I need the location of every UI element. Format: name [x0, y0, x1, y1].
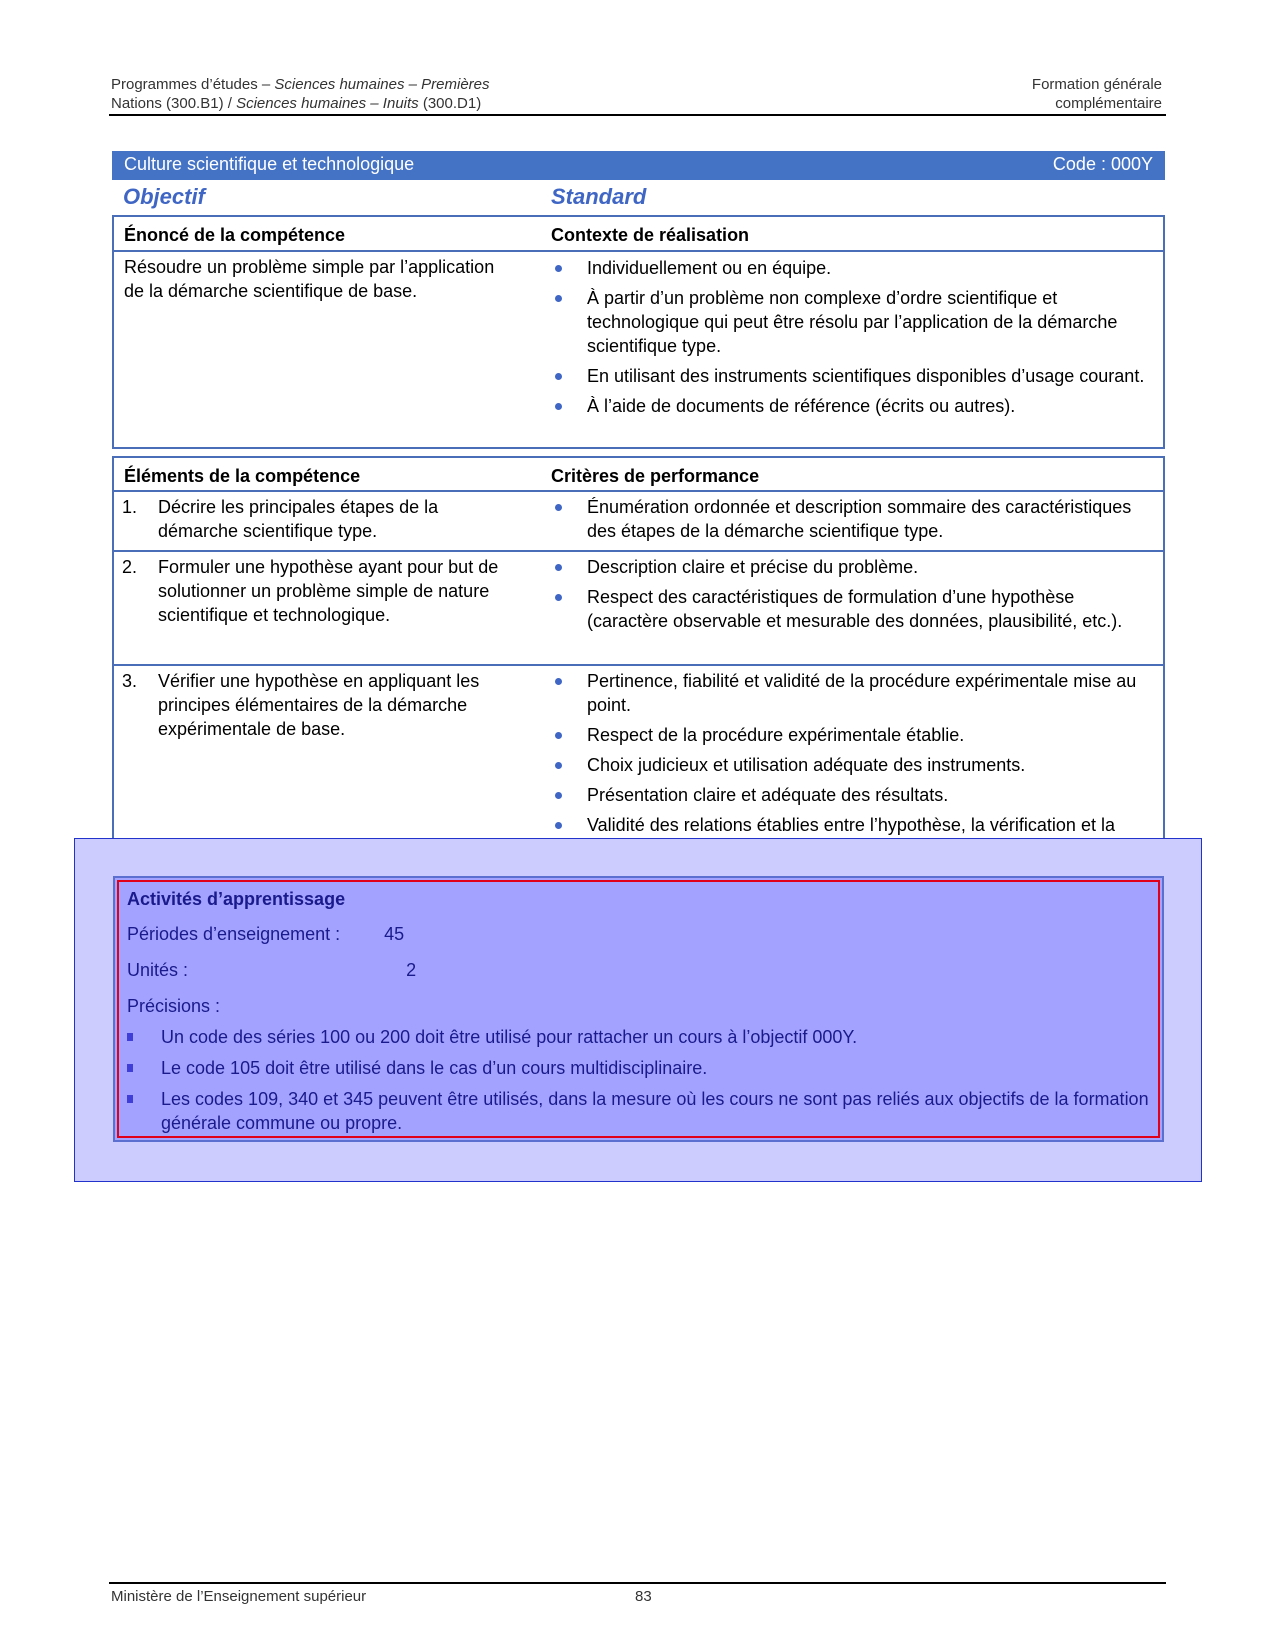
page-number: 83	[635, 1588, 652, 1605]
element-number: 1.	[122, 497, 138, 517]
criteria-item: Pertinence, fiabilité et validité de la procédure expérimentale mise au point.	[551, 669, 1151, 717]
unites-value: 2	[406, 960, 417, 980]
element-text: Formuler une hypothèse ayant pour but de solutionner un problème simple de nature scientifique et technologique.	[158, 557, 499, 625]
activities-title: Activités d’apprentissage	[127, 889, 346, 909]
precision-item: Un code des séries 100 ou 200 doit être utilisé pour rattacher un cours à l’objectif 000Y.	[125, 1025, 1150, 1049]
criteria-item: Validité des relations établies entre l’hypothèse, la vérification et la	[551, 813, 1151, 861]
element-row-2	[122, 555, 522, 627]
criteria-item: Description claire et précise du problème.	[551, 555, 1151, 579]
elements-header-left: Éléments de la compétence	[124, 466, 361, 486]
periodes-value: 45	[384, 924, 405, 944]
header-program-line1: Programmes d’études – Sciences humaines – Premières	[111, 76, 490, 93]
banner-code: Code : 000Y	[1052, 154, 1153, 174]
competence-table	[112, 215, 1165, 449]
contexte-item: À partir d’un problème non complexe d’ordre scientifique et technologique qui peut être résolu par l’application de la démarche scientifique type.	[551, 286, 1151, 358]
header-rule	[109, 114, 1166, 116]
criteria-list-2	[551, 555, 1151, 639]
precisions-label: Précisions :	[127, 996, 221, 1016]
elements-table	[112, 456, 1165, 867]
criteria-item: Respect de la procédure expérimentale établie.	[551, 723, 1151, 747]
element-text: Vérifier une hypothèse en appliquant les principes élémentaires de la démarche expérimentale de base.	[158, 671, 480, 739]
competence-header-right: Contexte de réalisation	[551, 225, 750, 245]
criteria-item: Respect des caractéristiques de formulation d’une hypothèse (caractère observable et mesurable des données, plausibilité, etc.).	[551, 585, 1151, 633]
contexte-item: En utilisant des instruments scientifiques disponibles d’usage courant.	[551, 364, 1151, 388]
subhead-standard: Standard	[551, 184, 647, 209]
activities-selection-frame	[117, 880, 1160, 1138]
precision-item: Les codes 109, 340 et 345 peuvent être utilisés, dans la mesure où les cours ne sont pas reliés aux objectifs de la formation générale commune ou propre.	[125, 1087, 1150, 1135]
table-divider	[114, 250, 1163, 252]
precisions-list	[125, 1025, 1150, 1142]
header-formation-line1: Formation générale	[1031, 76, 1162, 93]
criteria-list-1	[551, 495, 1151, 549]
contexte-item: Individuellement ou en équipe.	[551, 256, 1151, 280]
unites-label: Unités :	[127, 960, 189, 980]
table-divider	[114, 550, 1163, 552]
footer-rule	[109, 1582, 1166, 1584]
objective-banner	[112, 151, 1165, 180]
competence-header-left: Énoncé de la compétence	[124, 225, 346, 245]
header-formation-line2: complémentaire	[1055, 95, 1162, 112]
element-row-3	[122, 669, 522, 741]
header-program-line2: Nations (300.B1) / Sciences humaines – Inuits (300.D1)	[111, 95, 482, 112]
criteria-item: Choix judicieux et utilisation adéquate des instruments.	[551, 753, 1151, 777]
elements-header-right: Critères de performance	[551, 466, 760, 486]
unites-row	[127, 958, 416, 982]
footer-ministry: Ministère de l’Enseignement supérieur	[111, 1588, 367, 1605]
table-divider	[114, 664, 1163, 666]
banner-title: Culture scientifique et technologique	[124, 154, 415, 174]
contexte-list	[551, 256, 1151, 424]
criteria-item: Énumération ordonnée et description sommaire des caractéristiques des étapes de la démarche scientifique type.	[551, 495, 1151, 543]
subhead-objectif: Objectif	[123, 184, 205, 209]
element-text: Décrire les principales étapes de la démarche scientifique type.	[158, 497, 439, 541]
table-divider	[114, 490, 1163, 492]
element-row-1	[122, 495, 522, 543]
element-number: 2.	[122, 557, 138, 577]
contexte-item: À l’aide de documents de référence (écrits ou autres).	[551, 394, 1151, 418]
criteria-item: Présentation claire et adéquate des résultats.	[551, 783, 1151, 807]
competence-statement: Résoudre un problème simple par l’application de la démarche scientifique de base.	[124, 257, 495, 301]
element-number: 3.	[122, 671, 138, 691]
periodes-label: Périodes d’enseignement :	[127, 924, 341, 944]
precision-item: Le code 105 doit être utilisé dans le cas d’un cours multidisciplinaire.	[125, 1056, 1150, 1080]
periodes-row	[127, 922, 404, 946]
